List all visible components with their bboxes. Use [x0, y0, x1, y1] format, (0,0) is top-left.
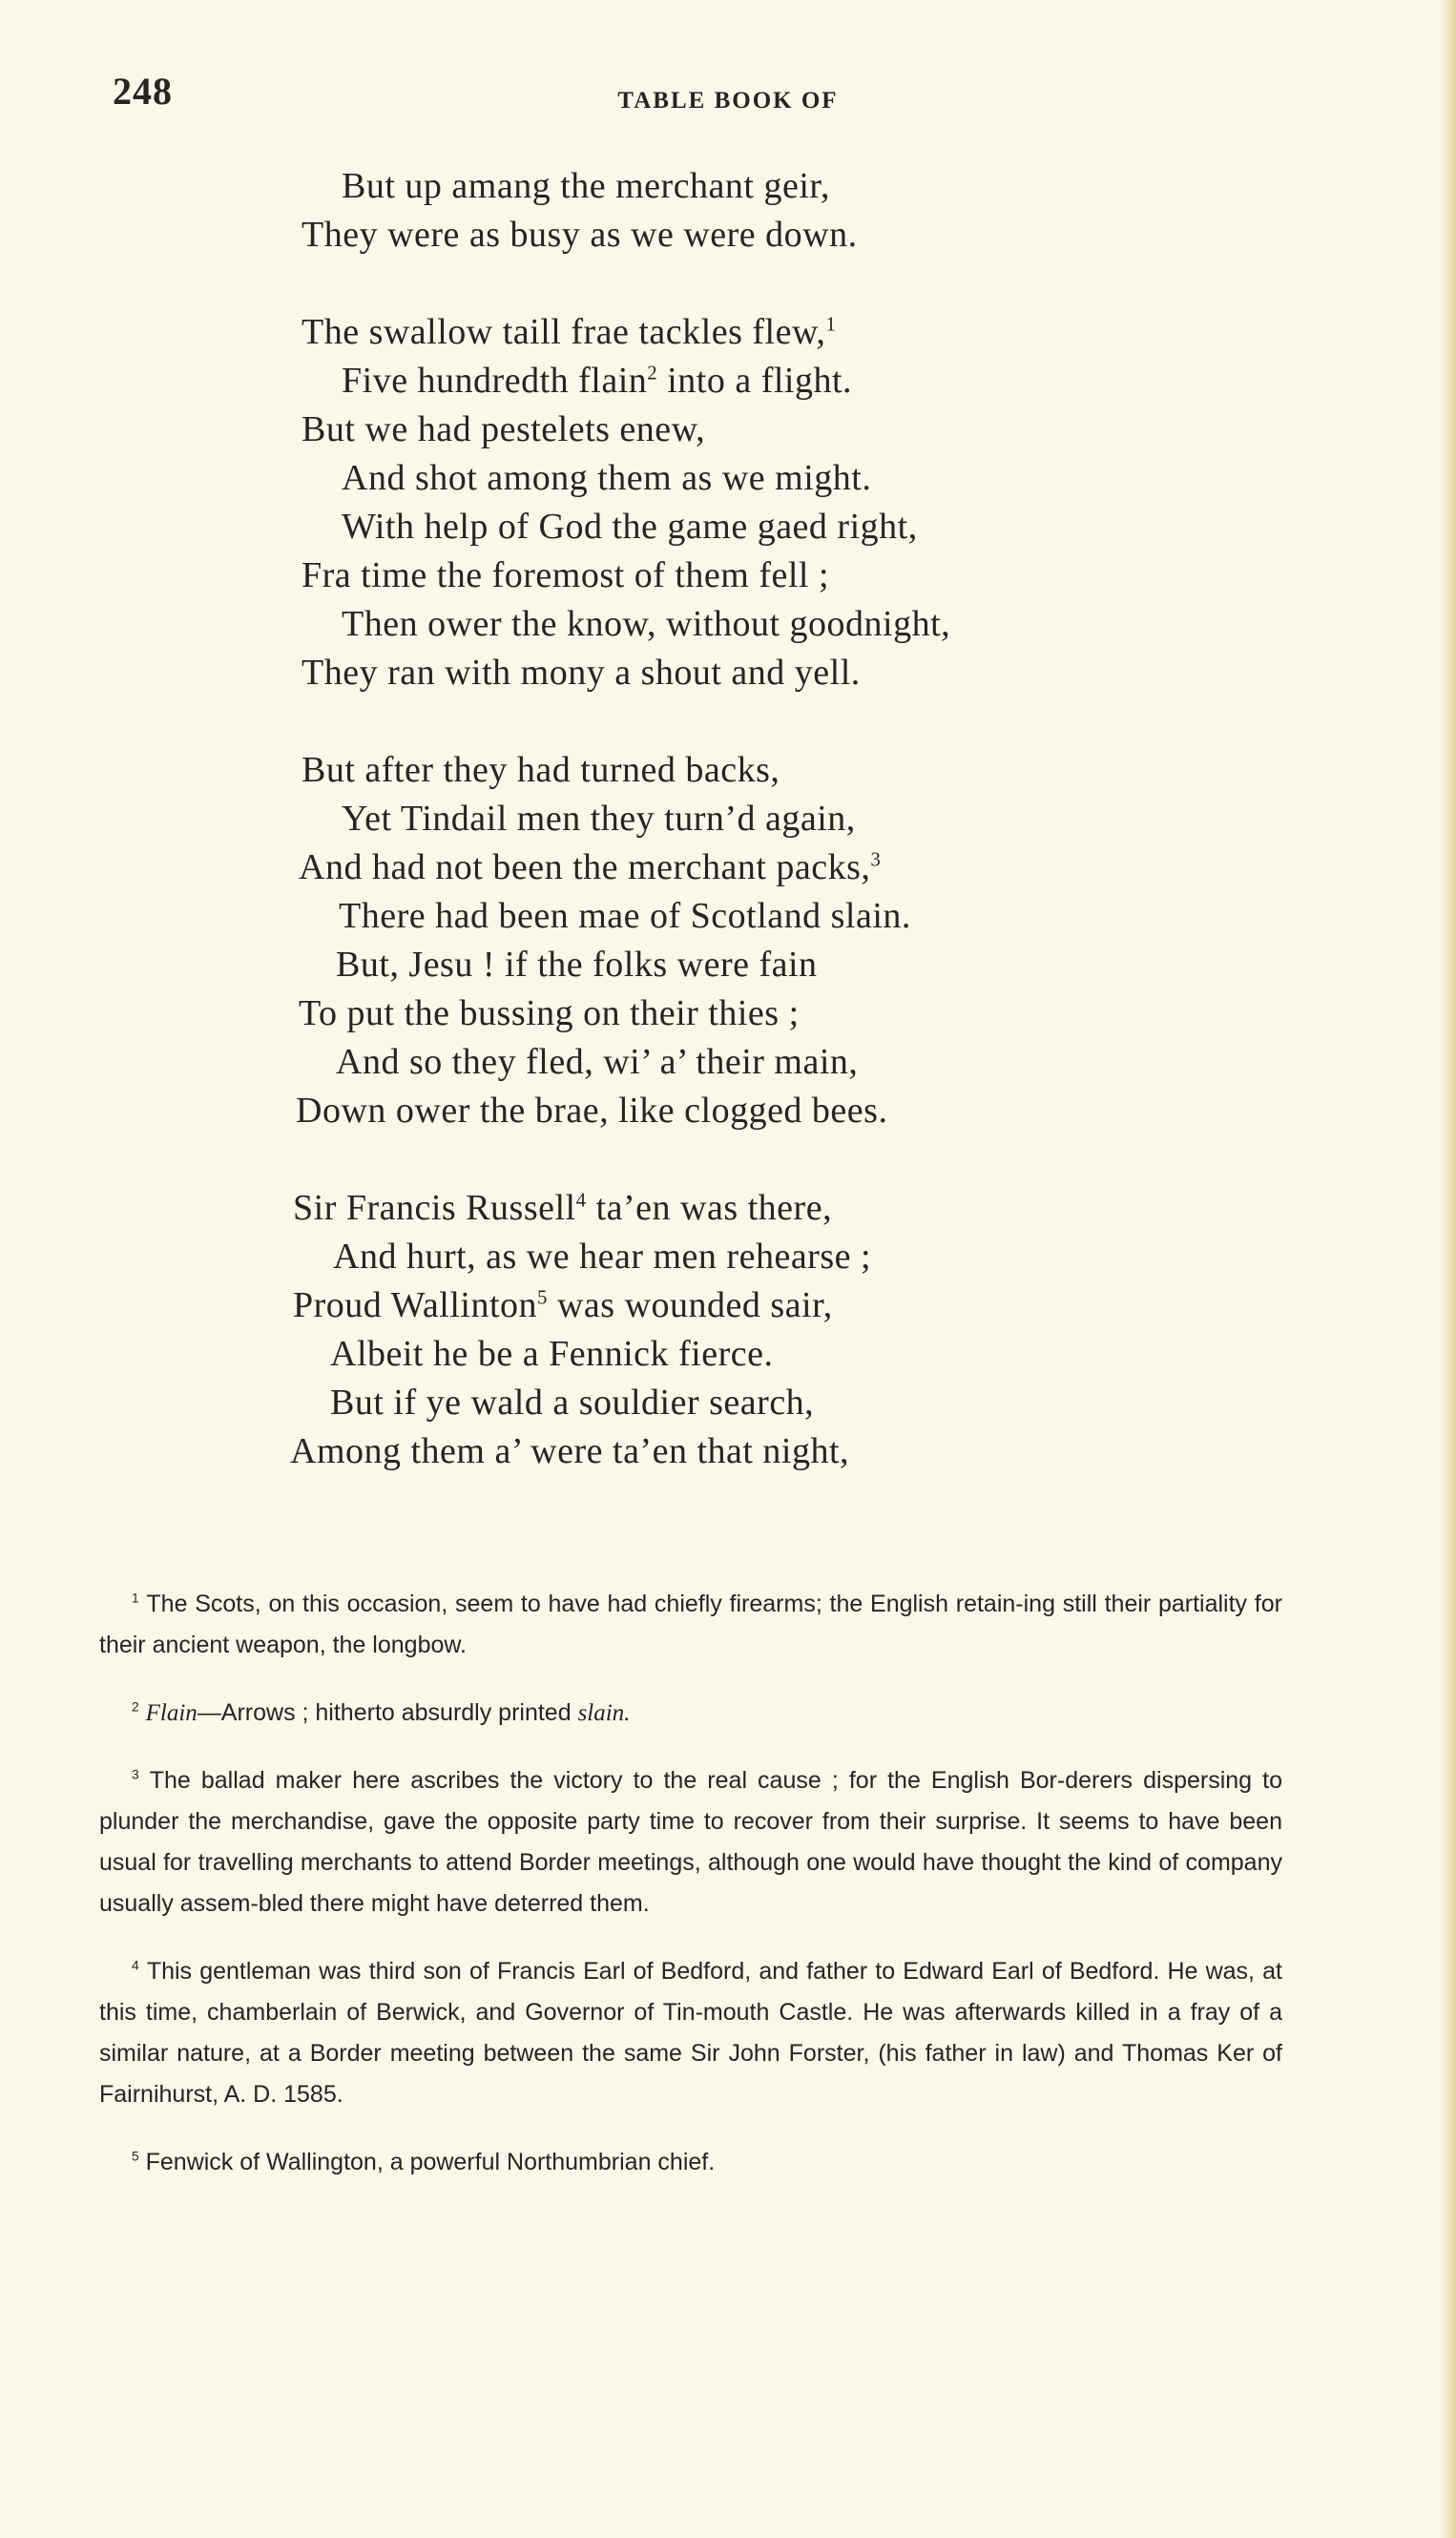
poem-line: To put the bussing on their thies ; — [299, 993, 800, 1033]
footnote-3: $^3$ The ballad maker here ascribes the victory to the real cause ; for the English Bor-derers dispersing to plunder the merchandise, gave the opposite party time to recover from their surprise. It seems to have been usual for travelling merchants to attend Border meetings, although one would have thought the kind of company usually assem-bled there might have deterred them. — [99, 1767, 1282, 1917]
poem-line: But up amang the merchant geir, — [342, 166, 831, 206]
poem-line: Proud Wallinton$^5$ was wounded sair, — [293, 1285, 833, 1325]
poem-line: The swallow taill frae tackles flew,$^1$ — [302, 312, 837, 352]
poem-line: Yet Tindail men they turn’d again, — [342, 799, 856, 839]
poem-line: But after they had turned backs, — [302, 750, 780, 790]
poem-line: Five hundredth flain$^2$ into a flight. — [342, 361, 853, 401]
poem-line: And had not been the merchant packs,$^3$ — [299, 847, 882, 887]
poem-line: They were as busy as we were down. — [302, 215, 858, 255]
footnote-1: $^1$ The Scots, on this occasion, seem to have had chiefly firearms; the English retain-ing still their partiality for their ancient weapon, the longbow. — [99, 1591, 1282, 1658]
footnotes — [99, 1584, 1282, 2183]
page-number: 248 — [113, 70, 173, 113]
poem-line: But if ye wald a souldier search, — [330, 1383, 815, 1423]
poem-line: Fra time the foremost of them fell ; — [302, 555, 830, 595]
footnote-mark: 2 — [132, 1699, 139, 1715]
footnote-ref: 2 — [647, 361, 658, 385]
poem-line: Down ower the brae, like clogged bees. — [296, 1091, 888, 1131]
running-head: TABLE BOOK OF — [617, 88, 839, 114]
footnote-mark: 3 — [132, 1767, 139, 1782]
footnote-ref: 1 — [825, 312, 837, 336]
footnote-2: $^2$ Flain—Arrows ; hitherto absurdly printed slain. — [132, 1699, 631, 1726]
poem-line: Sir Francis Russell$^4$ ta’en was there, — [293, 1188, 833, 1228]
poem-line: Among them a’ were ta’en that night, — [290, 1431, 850, 1471]
footnote-ref: 5 — [537, 1285, 548, 1309]
poem-line: And so they fled, wi’ a’ their main, — [336, 1042, 859, 1082]
footnote-ref: 4 — [575, 1188, 587, 1212]
footnote-5: $^5$ Fenwick of Wallington, a powerful Northumbrian chief. — [132, 2149, 716, 2175]
poem-line: There had been mae of Scotland slain. — [339, 896, 911, 936]
footnote-mark: 1 — [132, 1591, 139, 1606]
poem-line: But we had pestelets enew, — [302, 409, 706, 449]
poem-line: Then ower the know, without goodnight, — [342, 604, 951, 644]
poem-line: Albeit he be a Fennick fierce. — [330, 1334, 774, 1374]
poem-line: And hurt, as we hear men rehearse ; — [333, 1237, 872, 1277]
footnote-mark: 4 — [132, 1958, 139, 1973]
footnote-mark: 5 — [132, 2149, 139, 2164]
footnote-ref: 3 — [870, 847, 882, 871]
poem-line: They ran with mony a shout and yell. — [302, 653, 861, 693]
poem-line: But, Jesu ! if the folks were fain — [336, 945, 818, 985]
footnote-4: $^4$ This gentleman was third son of Francis Earl of Bedford, and father to Edward Earl of Bedford. He was, at this time, chamberlain of Berwick, and Governor of Tin-mouth Castle. He was afterwards killed in a fray of a similar nature, at a Border meeting between the same Sir John Forster, (his father in law) and Thomas Ker of Fairnihurst, A. D. 1585. — [99, 1958, 1282, 2108]
page-edge-shadow — [1439, 0, 1456, 2538]
poem-line: With help of God the game gaed right, — [342, 507, 918, 547]
poem-line: And shot among them as we might. — [342, 458, 872, 498]
